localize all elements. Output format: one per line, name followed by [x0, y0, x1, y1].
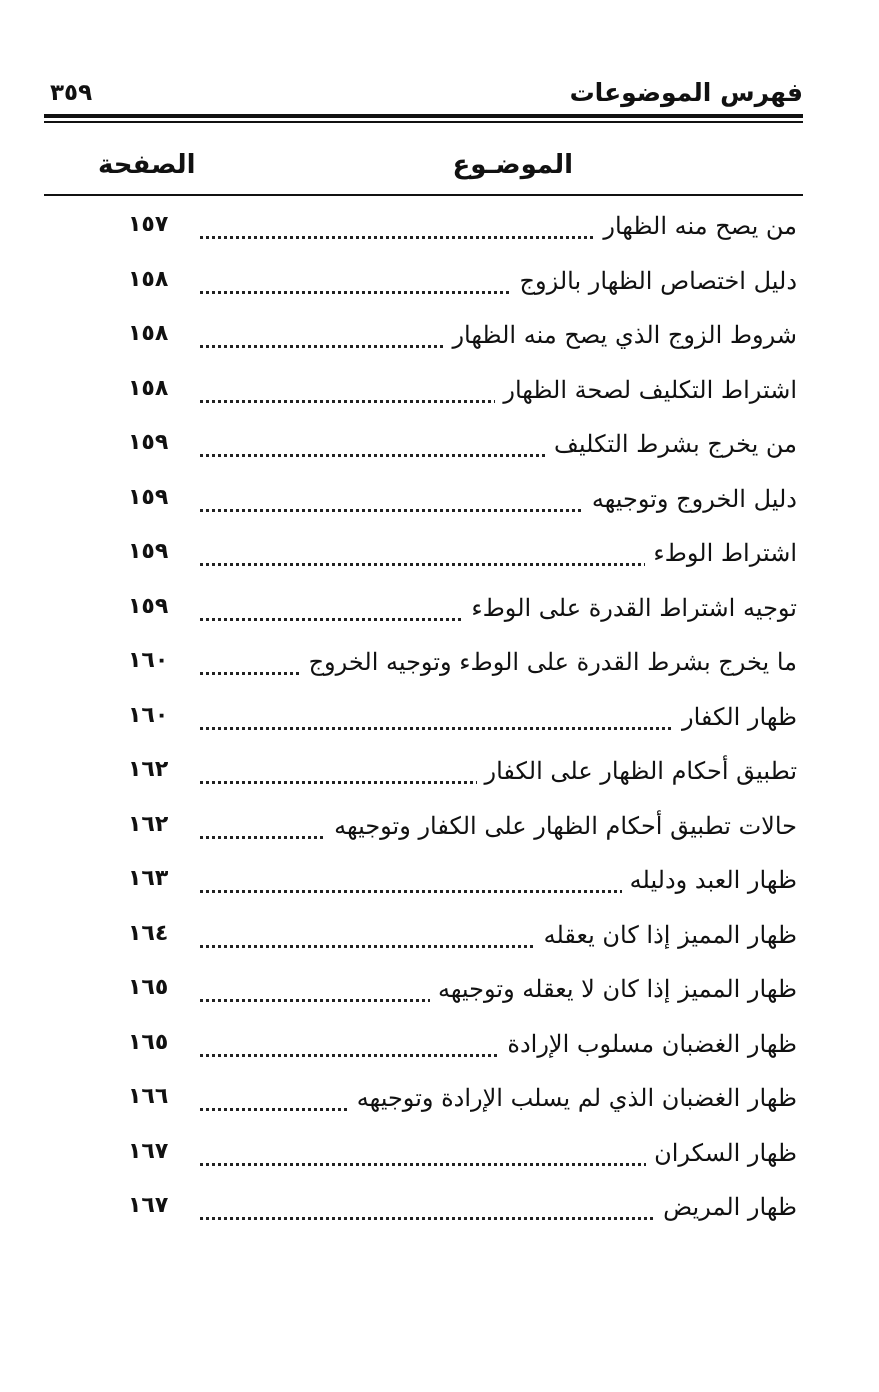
- page-header: [44, 72, 803, 112]
- toc-entry-title: دليل اختصاص الظهار بالزوج: [512, 267, 797, 295]
- toc-entry-page: ١٦٢: [128, 811, 169, 837]
- toc-entry-title: تطبيق أحكام الظهار على الكفار: [477, 757, 798, 785]
- toc-entry-page: ١٦٠: [128, 648, 169, 673]
- toc-entry-title: ظهار العبد ودليله: [622, 866, 797, 894]
- toc-entry: [96, 311, 797, 366]
- toc-entry-title: ظهار المميز إذا كان لا يعقله وتوجيهه: [430, 975, 797, 1003]
- toc-entry-title: ظهار السكران: [646, 1139, 797, 1167]
- toc-entry: [96, 475, 797, 530]
- header-rule-thick: [44, 114, 803, 118]
- toc-entry: [96, 856, 797, 911]
- toc-entry-title: ظهار الغضبان الذي لم يسلب الإرادة وتوجيهه: [349, 1084, 797, 1112]
- toc-entry-page: ١٦٣: [128, 866, 169, 891]
- toc-entry-title: ظهار الغضبان مسلوب الإرادة: [499, 1030, 797, 1058]
- running-title: فهرس الموضوعات: [569, 78, 803, 107]
- toc-entry-page: ١٦٥: [128, 1029, 169, 1055]
- toc-entry-page: ١٥٨: [128, 321, 169, 346]
- toc-entry-title: شروط الزوج الذي يصح منه الظهار: [444, 321, 797, 349]
- toc-entry: [96, 965, 797, 1020]
- toc-entry-page: ١٥٩: [128, 593, 169, 619]
- toc-entry-page: ١٦٥: [128, 975, 169, 1000]
- toc-entry-page: ١٦٧: [128, 1138, 169, 1164]
- toc-entry-title: حالات تطبيق أحكام الظهار على الكفار وتوجيهه: [326, 812, 797, 840]
- toc-entry: [96, 257, 797, 312]
- column-header-rule: [44, 194, 803, 196]
- toc-entry-title: ظهار المميز إذا كان يعقله: [536, 921, 797, 949]
- toc-entry: [96, 1183, 797, 1238]
- toc-entry-page: ١٦٧: [128, 1193, 169, 1218]
- toc-entry-page: ١٦٤: [128, 920, 169, 946]
- toc-entry-page: ١٥٨: [128, 375, 169, 401]
- toc-entry-title: ما يخرج بشرط القدرة على الوطء وتوجيه الخروج: [301, 648, 797, 676]
- toc-entry: [96, 366, 797, 421]
- toc-entry: [96, 529, 797, 584]
- toc-entry: [96, 638, 797, 693]
- toc-entry-page: ١٦٠: [128, 702, 169, 728]
- toc-entry: [96, 693, 797, 748]
- toc-entry: [96, 584, 797, 639]
- toc-entry: [96, 1129, 797, 1184]
- toc-entry: [96, 420, 797, 475]
- toc-list: [96, 202, 797, 1238]
- page-number: ٣٥٩: [50, 80, 93, 106]
- toc-entry-page: ١٥٨: [128, 266, 169, 292]
- toc-entry-title: توجيه اشتراط القدرة على الوطء: [463, 594, 797, 622]
- toc-entry-page: ١٥٩: [128, 484, 169, 510]
- toc-entry-title: ظهار الكفار: [674, 703, 797, 731]
- toc-entry: [96, 911, 797, 966]
- column-header-page: الصفحة: [98, 150, 196, 180]
- toc-entry: [96, 202, 797, 257]
- toc-entry-title: من يصح منه الظهار: [595, 212, 797, 240]
- toc-entry-page: ١٦٦: [128, 1084, 169, 1109]
- toc-entry-page: ١٥٧: [128, 212, 169, 237]
- column-headers: [44, 146, 803, 194]
- toc-entry: [96, 802, 797, 857]
- toc-entry-title: اشتراط التكليف لصحة الظهار: [495, 376, 797, 404]
- toc-entry-title: اشتراط الوطء: [645, 539, 797, 567]
- toc-entry-page: ١٥٩: [128, 430, 169, 455]
- header-rule-thin: [44, 121, 803, 123]
- toc-entry: [96, 747, 797, 802]
- toc-entry-title: من يخرج بشرط التكليف: [546, 430, 797, 458]
- toc-entry-page: ١٦٢: [128, 757, 169, 782]
- toc-entry: [96, 1020, 797, 1075]
- toc-entry: [96, 1074, 797, 1129]
- toc-entry-page: ١٥٩: [128, 539, 169, 564]
- toc-entry-title: دليل الخروج وتوجيهه: [584, 485, 797, 513]
- column-header-topic: الموضـوع: [452, 150, 573, 180]
- toc-entry-title: ظهار المريض: [655, 1193, 797, 1221]
